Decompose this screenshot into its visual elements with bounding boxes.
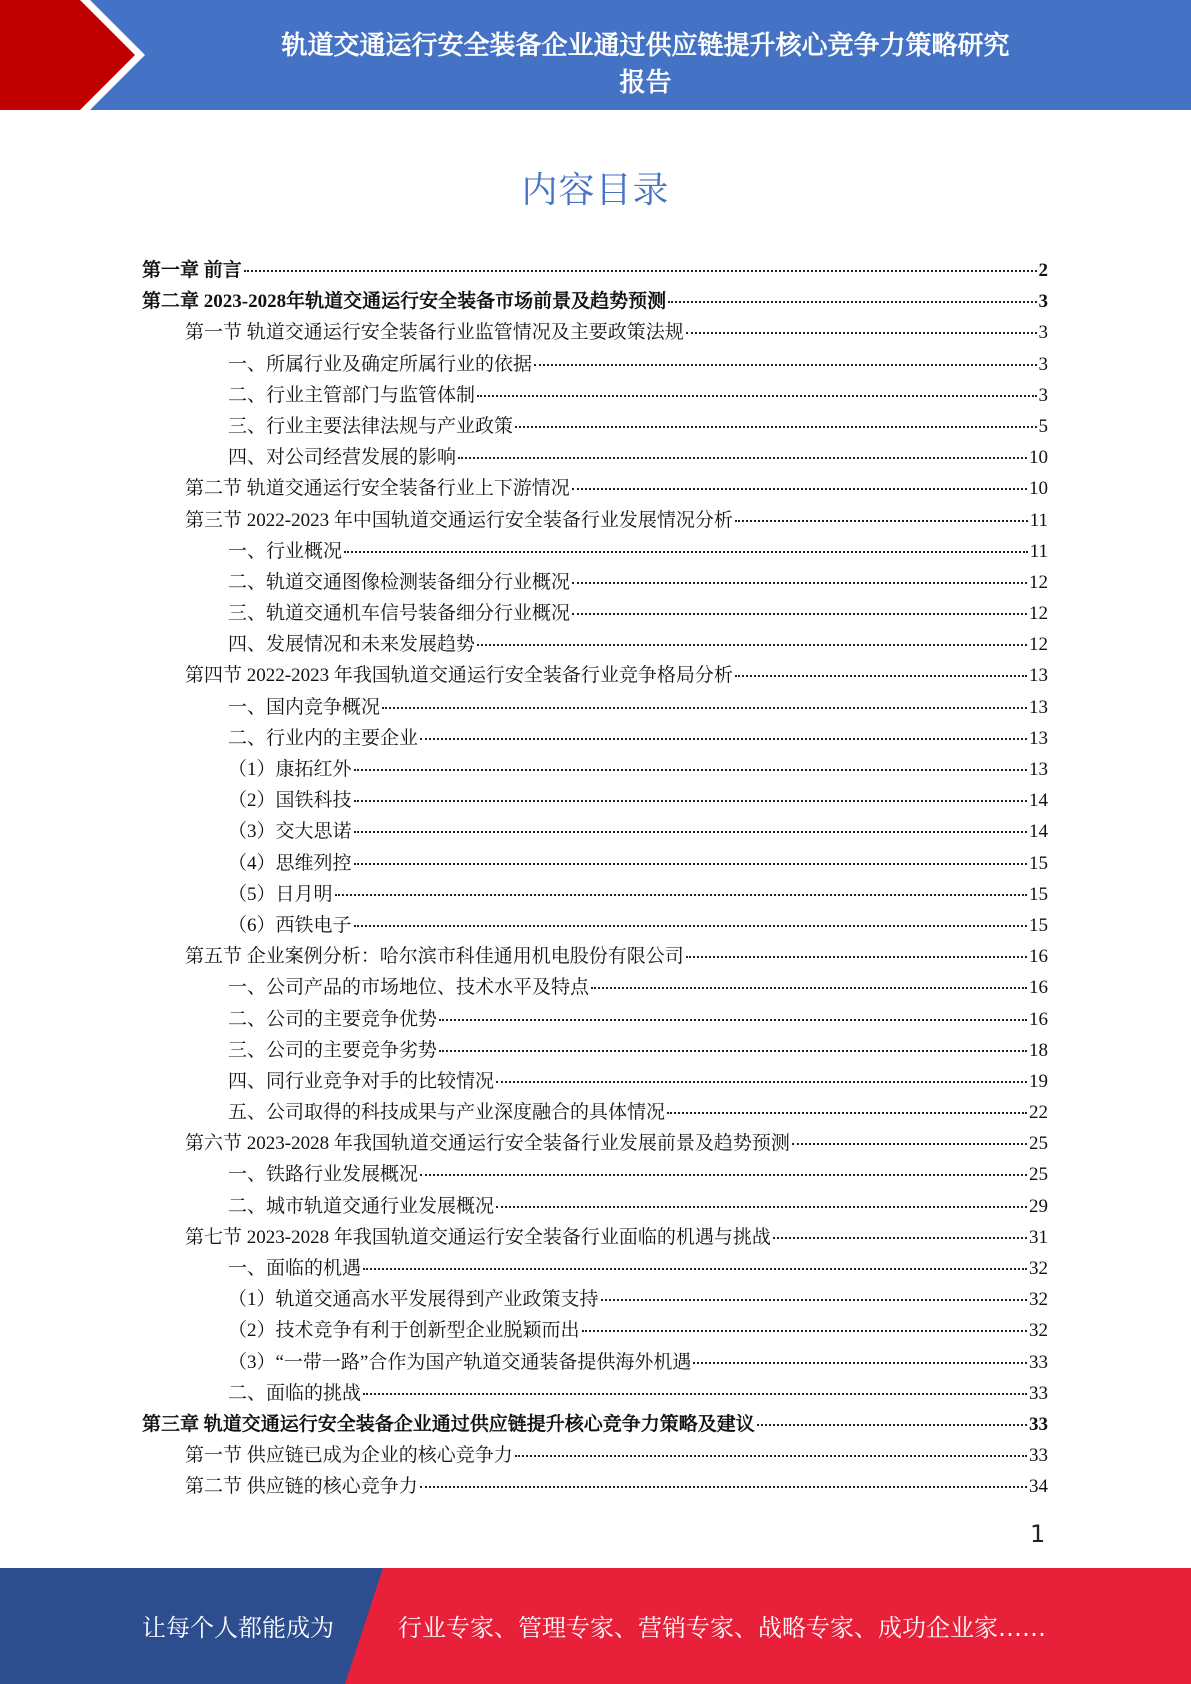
toc-entry-page: 33: [1029, 1445, 1048, 1467]
toc-entry[interactable]: [142, 317, 1048, 348]
toc-entry-label: 第七节 2023-2028 年我国轨道交通运行安全装备行业面临的机遇与挑战: [185, 1226, 771, 1248]
toc-dot-leader: [244, 270, 1037, 272]
toc-entry-label: 一、铁路行业发展概况: [228, 1164, 419, 1186]
toc-entry[interactable]: [142, 785, 1048, 816]
toc-entry-page: 10: [1029, 478, 1048, 500]
toc-entry-page: 5: [1038, 415, 1048, 437]
report-title-line1: 轨道交通运行安全装备企业通过供应链提升核心竞争力策略研究: [281, 31, 1010, 61]
toc-dot-leader: [477, 644, 1027, 646]
toc-entry[interactable]: [142, 754, 1048, 785]
toc-entry[interactable]: [142, 1378, 1048, 1409]
toc-entry-page: 13: [1029, 696, 1048, 718]
toc-entry-page: 32: [1029, 1258, 1048, 1279]
toc-entry-label: 四、发展情况和未来发展趋势: [228, 634, 476, 656]
toc-dot-leader: [534, 364, 1036, 366]
toc-entry[interactable]: [142, 1471, 1048, 1502]
toc-dot-leader: [667, 1112, 1027, 1114]
toc-entry[interactable]: [142, 411, 1048, 442]
toc-entry-page: 33: [1029, 1351, 1048, 1373]
toc-entry[interactable]: [142, 1191, 1048, 1222]
toc-entry-page: 13: [1029, 665, 1048, 687]
toc-entry-page: 10: [1029, 447, 1048, 469]
toc-dot-leader: [420, 1486, 1027, 1488]
toc-entry-label: （5）日月明: [228, 883, 333, 905]
toc-entry-page: 14: [1029, 790, 1048, 812]
toc-entry-page: 22: [1029, 1102, 1048, 1124]
toc-entry-page: 12: [1029, 571, 1048, 593]
page-footer: [0, 1568, 1191, 1684]
toc-entry-page: 3: [1038, 291, 1048, 313]
toc-dot-leader: [496, 1206, 1027, 1208]
toc-dot-leader: [335, 894, 1027, 896]
toc-entry-label: 二、轨道交通图像检测装备细分行业概况: [228, 571, 571, 593]
toc-dot-leader: [363, 1393, 1027, 1395]
toc-entry-page: 14: [1029, 821, 1048, 843]
toc-dot-leader: [773, 1237, 1027, 1239]
toc-entry-label: 二、行业主管部门与监管体制: [228, 384, 476, 406]
toc-entry[interactable]: [142, 1284, 1048, 1315]
toc-entry-label: 一、行业概况: [228, 540, 343, 562]
toc-entry-page: 11: [1029, 509, 1048, 531]
toc-dot-leader: [572, 488, 1027, 490]
toc-entry-page: 16: [1029, 946, 1048, 968]
toc-dot-leader: [591, 987, 1027, 989]
toc-entry-label: 第六节 2023-2028 年我国轨道交通运行安全装备行业发展前景及趋势预测: [185, 1133, 790, 1155]
toc-entry-page: 29: [1029, 1195, 1048, 1217]
toc-entry-page: 3: [1038, 353, 1048, 375]
toc-entry-label: 一、公司产品的市场地位、技术水平及特点: [228, 977, 590, 999]
toc-entry-label: 一、面临的机遇: [228, 1258, 362, 1279]
toc-entry[interactable]: [142, 255, 1048, 286]
toc-entry-label: 第二节 轨道交通运行安全装备行业上下游情况: [185, 478, 570, 500]
toc-entry-label: 一、所属行业及确定所属行业的依据: [228, 353, 533, 375]
toc-entry[interactable]: [142, 692, 1048, 723]
toc-entry-page: 32: [1029, 1320, 1048, 1342]
toc-entry-page: 32: [1029, 1289, 1048, 1311]
toc-entry-page: 31: [1029, 1226, 1048, 1248]
toc-entry[interactable]: [142, 848, 1048, 879]
toc-entry-page: 3: [1038, 384, 1048, 406]
toc-entry[interactable]: [142, 473, 1048, 504]
toc-entry[interactable]: [142, 598, 1048, 629]
toc-entry-page: 15: [1029, 914, 1048, 936]
toc-entry-label: 四、对公司经营发展的影响: [228, 447, 457, 469]
toc-dot-leader: [477, 395, 1036, 397]
toc-entry-label: （1）轨道交通高水平发展得到产业政策支持: [228, 1289, 599, 1311]
toc-entry-page: 13: [1029, 727, 1048, 749]
toc-title: 内容目录: [521, 170, 670, 211]
toc-entry[interactable]: [142, 1347, 1048, 1378]
toc-entry[interactable]: [142, 1315, 1048, 1346]
toc-dot-leader: [572, 613, 1027, 615]
toc-entry-page: 13: [1029, 759, 1048, 780]
toc-entry[interactable]: [142, 1128, 1048, 1159]
toc-entry-page: 33: [1029, 1413, 1048, 1435]
footer-slogan-right: 行业专家、管理专家、营销专家、战略专家、成功企业家……: [398, 1614, 1046, 1642]
toc-entry-page: 15: [1029, 883, 1048, 905]
toc-entry[interactable]: [142, 1097, 1048, 1128]
toc-entry[interactable]: [142, 349, 1048, 380]
toc-entry-page: 15: [1029, 852, 1048, 874]
toc-entry-label: （1）康拓红外: [228, 759, 352, 780]
toc-entry-page: 12: [1029, 634, 1048, 656]
toc-dot-leader: [354, 769, 1027, 771]
toc-entry-label: 四、同行业竞争对手的比较情况: [228, 1070, 495, 1092]
toc-entry-label: 第五节 企业案例分析：哈尔滨市科佳通用机电股份有限公司: [185, 946, 684, 968]
toc-entry-page: 3: [1038, 322, 1048, 344]
toc-entry[interactable]: [142, 1066, 1048, 1097]
toc-entry[interactable]: [142, 505, 1048, 536]
toc-entry[interactable]: [142, 1409, 1048, 1440]
toc-dot-leader: [686, 956, 1027, 958]
table-of-contents: [142, 255, 1048, 1503]
toc-entry[interactable]: [142, 536, 1048, 567]
toc-entry-page: 12: [1029, 603, 1048, 625]
toc-entry-label: 三、公司的主要竞争劣势: [228, 1039, 438, 1061]
toc-entry-label: 二、行业内的主要企业: [228, 727, 419, 749]
toc-dot-leader: [354, 863, 1027, 865]
footer-slogan-left: 让每个人都能成为: [142, 1614, 334, 1642]
page-header: [0, 0, 1191, 110]
toc-entry[interactable]: [142, 660, 1048, 691]
toc-entry-label: （2）技术竞争有利于创新型企业脱颖而出: [228, 1320, 580, 1342]
toc-dot-leader: [496, 1081, 1027, 1083]
toc-entry[interactable]: [142, 1222, 1048, 1253]
toc-dot-leader: [792, 1143, 1027, 1145]
toc-entry-label: 五、公司取得的科技成果与产业深度融合的具体情况: [228, 1102, 666, 1124]
toc-entry[interactable]: [142, 629, 1048, 660]
toc-dot-leader: [354, 925, 1027, 927]
toc-entry-label: 二、公司的主要竞争优势: [228, 1008, 438, 1030]
toc-entry[interactable]: [142, 816, 1048, 847]
toc-entry-page: 34: [1029, 1476, 1048, 1498]
toc-dot-leader: [601, 1299, 1027, 1301]
toc-entry[interactable]: [142, 1035, 1048, 1066]
toc-dot-leader: [735, 675, 1027, 677]
toc-entry-page: 2: [1038, 260, 1048, 281]
toc-entry[interactable]: [142, 941, 1048, 972]
toc-dot-leader: [686, 332, 1037, 334]
toc-entry-page: 25: [1029, 1164, 1048, 1186]
toc-dot-leader: [382, 707, 1027, 709]
toc-dot-leader: [515, 426, 1036, 428]
toc-entry-label: 二、面临的挑战: [228, 1382, 362, 1404]
toc-dot-leader: [735, 520, 1028, 522]
toc-entry-label: 一、国内竞争概况: [228, 696, 381, 718]
toc-entry-page: 11: [1029, 540, 1048, 562]
page-number: 1: [1030, 1520, 1046, 1548]
toc-dot-leader: [757, 1424, 1027, 1426]
toc-entry-label: 二、城市轨道交通行业发展概况: [228, 1195, 495, 1217]
toc-entry-label: 第三章 轨道交通运行安全装备企业通过供应链提升核心竞争力策略及建议: [142, 1413, 755, 1435]
toc-dot-leader: [363, 1268, 1027, 1270]
toc-entry-label: 第一章 前言: [142, 260, 242, 281]
toc-entry-page: 33: [1029, 1382, 1048, 1404]
toc-entry-label: （2）国铁科技: [228, 790, 352, 812]
toc-entry-label: （3）交大思诺: [228, 821, 352, 843]
toc-entry[interactable]: [142, 1004, 1048, 1035]
toc-entry[interactable]: [142, 567, 1048, 598]
toc-dot-leader: [344, 551, 1028, 553]
toc-entry-label: 三、行业主要法律法规与产业政策: [228, 415, 514, 437]
toc-entry-page: 19: [1029, 1070, 1048, 1092]
toc-entry[interactable]: [142, 442, 1048, 473]
toc-dot-leader: [420, 738, 1027, 740]
toc-entry[interactable]: [142, 1159, 1048, 1190]
toc-dot-leader: [354, 831, 1027, 833]
toc-dot-leader: [693, 1362, 1027, 1364]
toc-entry-page: 16: [1029, 1008, 1048, 1030]
toc-entry-page: 18: [1029, 1039, 1048, 1061]
toc-entry-page: 25: [1029, 1133, 1048, 1155]
toc-entry[interactable]: [142, 380, 1048, 411]
toc-entry[interactable]: [142, 1253, 1048, 1284]
toc-dot-leader: [582, 1330, 1027, 1332]
toc-entry[interactable]: [142, 910, 1048, 941]
toc-entry[interactable]: [142, 723, 1048, 754]
toc-dot-leader: [439, 1050, 1027, 1052]
toc-entry-page: 16: [1029, 977, 1048, 999]
toc-entry-label: 第一节 供应链已成为企业的核心竞争力: [185, 1445, 513, 1467]
toc-dot-leader: [515, 1455, 1027, 1457]
toc-entry-label: 第三节 2022-2023 年中国轨道交通运行安全装备行业发展情况分析: [185, 509, 733, 531]
toc-entry-label: 第一节 轨道交通运行安全装备行业监管情况及主要政策法规: [185, 322, 684, 344]
toc-entry[interactable]: [142, 1440, 1048, 1471]
toc-entry[interactable]: [142, 879, 1048, 910]
toc-dot-leader: [354, 800, 1027, 802]
toc-entry-label: 第二节 供应链的核心竞争力: [185, 1476, 418, 1498]
toc-entry[interactable]: [142, 286, 1048, 317]
report-title: [140, 28, 1151, 102]
toc-dot-leader: [668, 301, 1036, 303]
toc-entry-label: （6）西铁电子: [228, 914, 352, 936]
toc-dot-leader: [439, 1019, 1027, 1021]
toc-dot-leader: [458, 457, 1027, 459]
report-title-line2: 报告: [619, 68, 672, 98]
toc-dot-leader: [572, 582, 1027, 584]
toc-entry-label: 第四节 2022-2023 年我国轨道交通运行安全装备行业竞争格局分析: [185, 665, 733, 687]
toc-entry-label: （4）思维列控: [228, 852, 352, 874]
toc-entry[interactable]: [142, 972, 1048, 1003]
toc-entry-label: 第二章 2023-2028年轨道交通运行安全装备市场前景及趋势预测: [142, 291, 667, 313]
toc-entry-label: （3）“一带一路”合作为国产轨道交通装备提供海外机遇: [228, 1351, 692, 1373]
toc-entry-label: 三、轨道交通机车信号装备细分行业概况: [228, 603, 571, 625]
toc-dot-leader: [420, 1174, 1027, 1176]
